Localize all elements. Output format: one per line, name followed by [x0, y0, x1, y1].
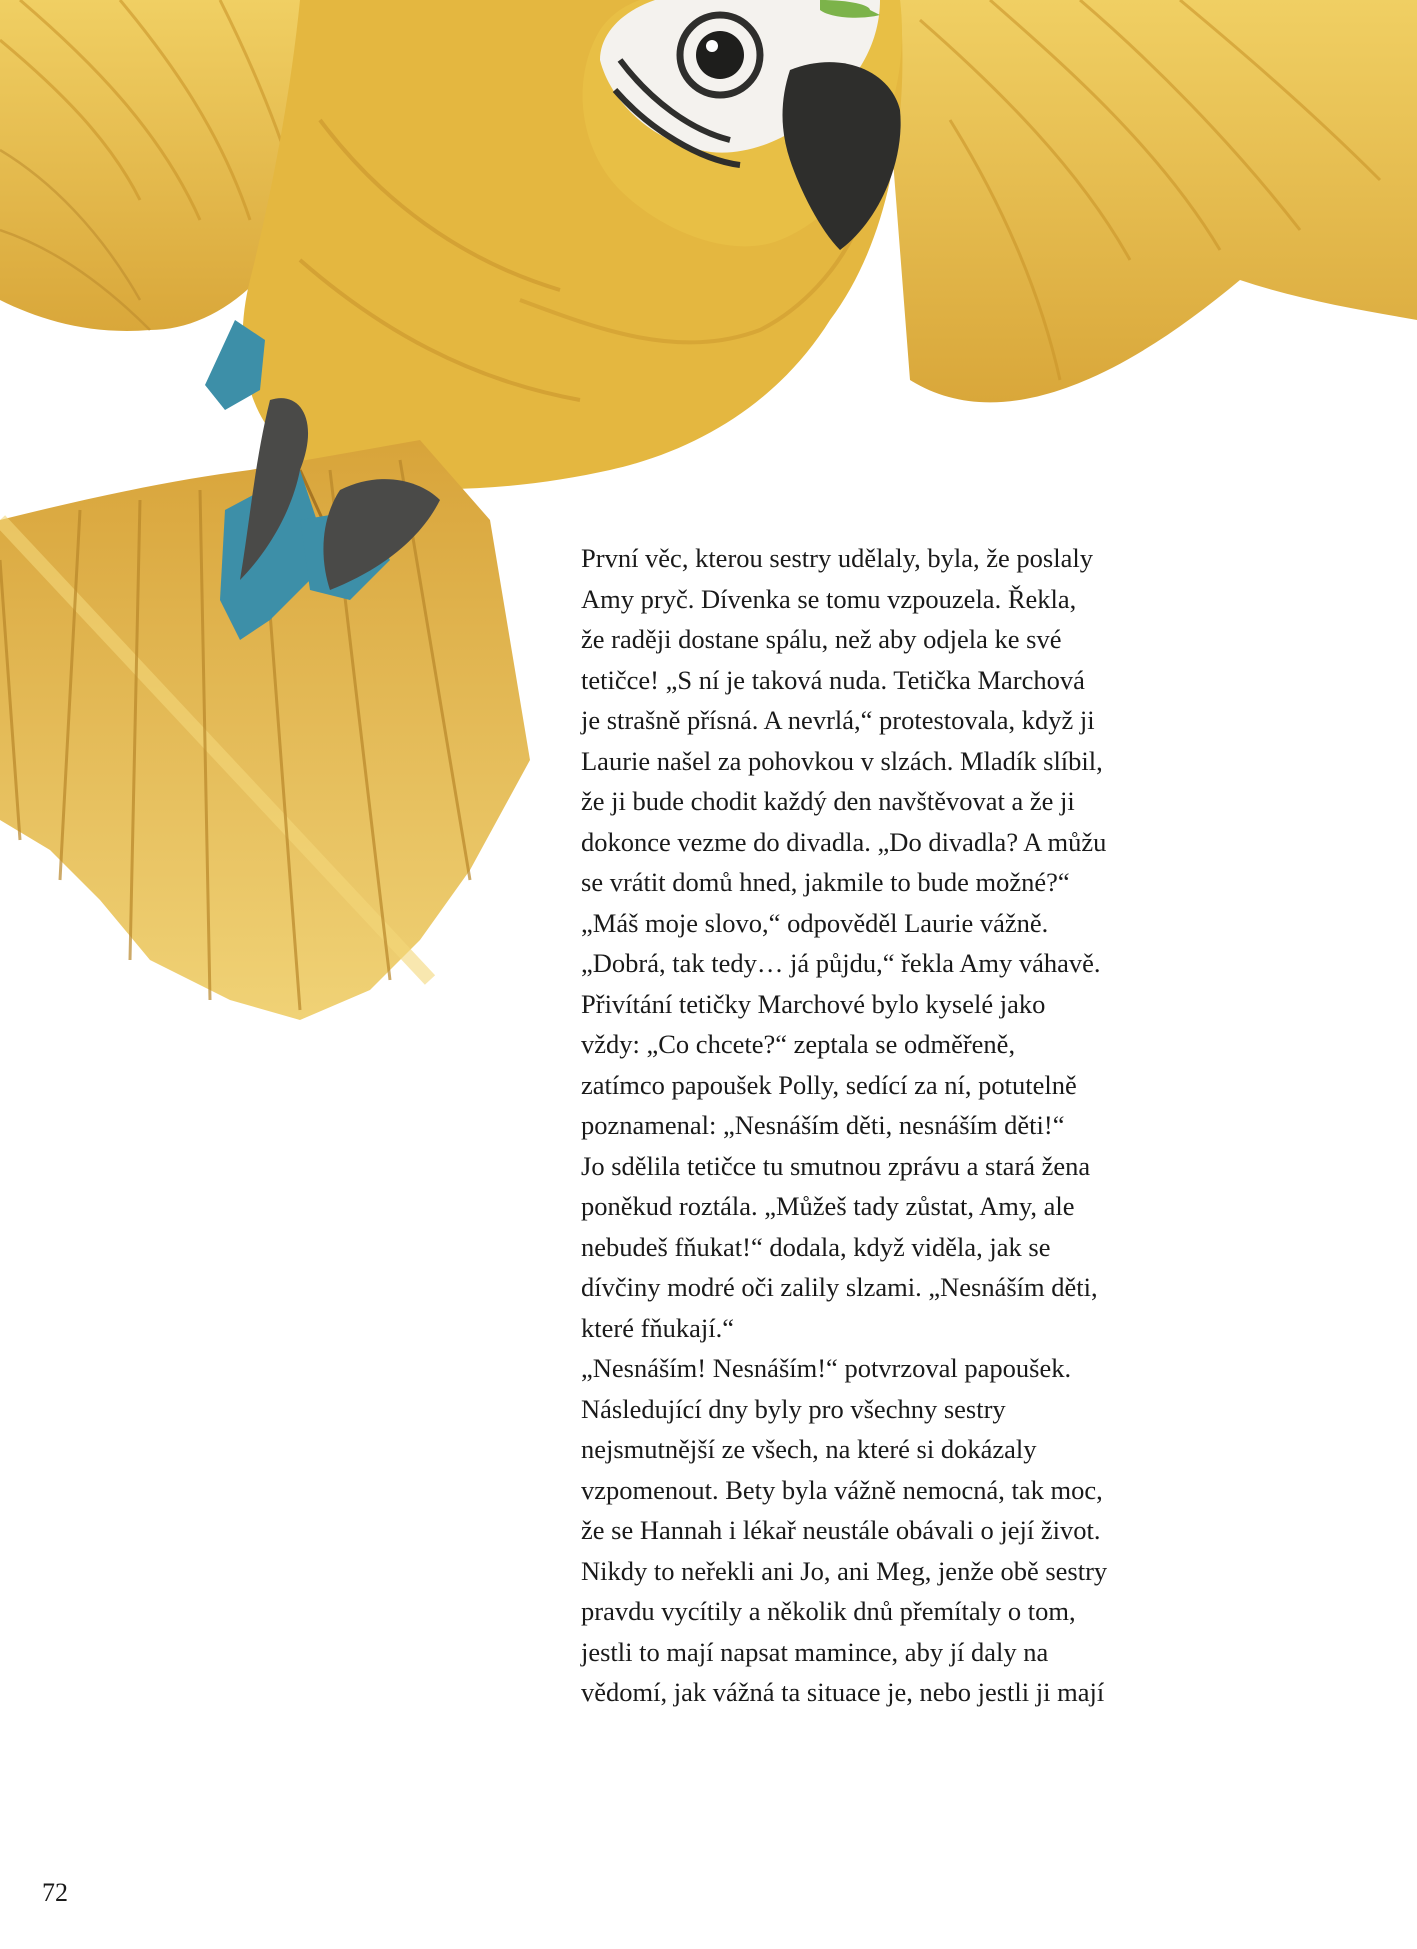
- text-line: poznamenal: „Nesnáším děti, nesnáším děti!“: [581, 1110, 1065, 1140]
- text-line: Laurie našel za pohovkou v slzách. Mladík slíbil,: [581, 745, 1103, 776]
- text-line: Následující dny byly pro všechny sestry: [581, 1393, 1006, 1424]
- body-text: [581, 538, 1201, 1713]
- text-line: které fňukají.“: [581, 1312, 735, 1343]
- text-line: vědomí, jak vážná ta situace je, nebo jestli ji mají: [581, 1677, 1105, 1707]
- text-line: vždy: „Co chcete?“ zeptala se odměřeně,: [581, 1029, 1016, 1059]
- text-line: pravdu vycítily a několik dnů přemítaly o tom,: [581, 1596, 1076, 1626]
- text-line: „Dobrá, tak tedy… já půjdu,“ řekla Amy váhavě.: [581, 948, 1101, 978]
- page-number: 72: [42, 1878, 68, 1907]
- text-line: je strašně přísná. A nevrlá,“ protestovala, když ji: [581, 705, 1095, 735]
- text-line: zatímco papoušek Polly, sedící za ní, potutelně: [581, 1069, 1077, 1100]
- text-line: se vrátit domů hned, jakmile to bude možné?“: [581, 867, 1070, 897]
- text-line: nejsmutnější ze všech, na které si dokázaly: [581, 1434, 1037, 1464]
- text-line: vzpomenout. Bety byla vážně nemocná, tak moc,: [581, 1474, 1103, 1505]
- text-line: že ji bude chodit každý den navštěvovat a že ji: [581, 786, 1075, 816]
- text-line: nebudeš fňukat!“ dodala, když viděla, jak se: [581, 1231, 1051, 1262]
- text-line: poněkud roztála. „Můžeš tady zůstat, Amy, ale: [581, 1191, 1075, 1221]
- text-line: dívčiny modré oči zalily slzami. „Nesnáším děti,: [581, 1272, 1098, 1302]
- text-line: Jo sdělila tetičce tu smutnou zprávu a stará žena: [581, 1150, 1091, 1181]
- text-line: „Nesnáším! Nesnáším!“ potvrzoval papoušek.: [581, 1353, 1072, 1383]
- text-line: První věc, kterou sestry udělaly, byla, že poslaly: [581, 543, 1093, 573]
- text-line: Amy pryč. Dívenka se tomu vzpouzela. Řekla,: [581, 583, 1077, 614]
- text-line: tetičce! „S ní je taková nuda. Tetička Marchová: [581, 664, 1085, 695]
- text-line: „Máš moje slovo,“ odpověděl Laurie vážně.: [581, 907, 1049, 938]
- text-line: Přivítání tetičky Marchové bylo kyselé jako: [581, 988, 1046, 1019]
- right-wing: [880, 0, 1417, 402]
- text-line: že raději dostane spálu, než aby odjela ke své: [581, 624, 1062, 654]
- text-line: Nikdy to neřekli ani Jo, ani Meg, jenže obě sestry: [581, 1555, 1108, 1586]
- text-line: že se Hannah i lékař neustále obávali o její život.: [581, 1515, 1101, 1545]
- text-line: jestli to mají napsat mamince, aby jí daly na: [581, 1636, 1049, 1667]
- text-line: dokonce vezme do divadla. „Do divadla? A můžu: [581, 826, 1107, 857]
